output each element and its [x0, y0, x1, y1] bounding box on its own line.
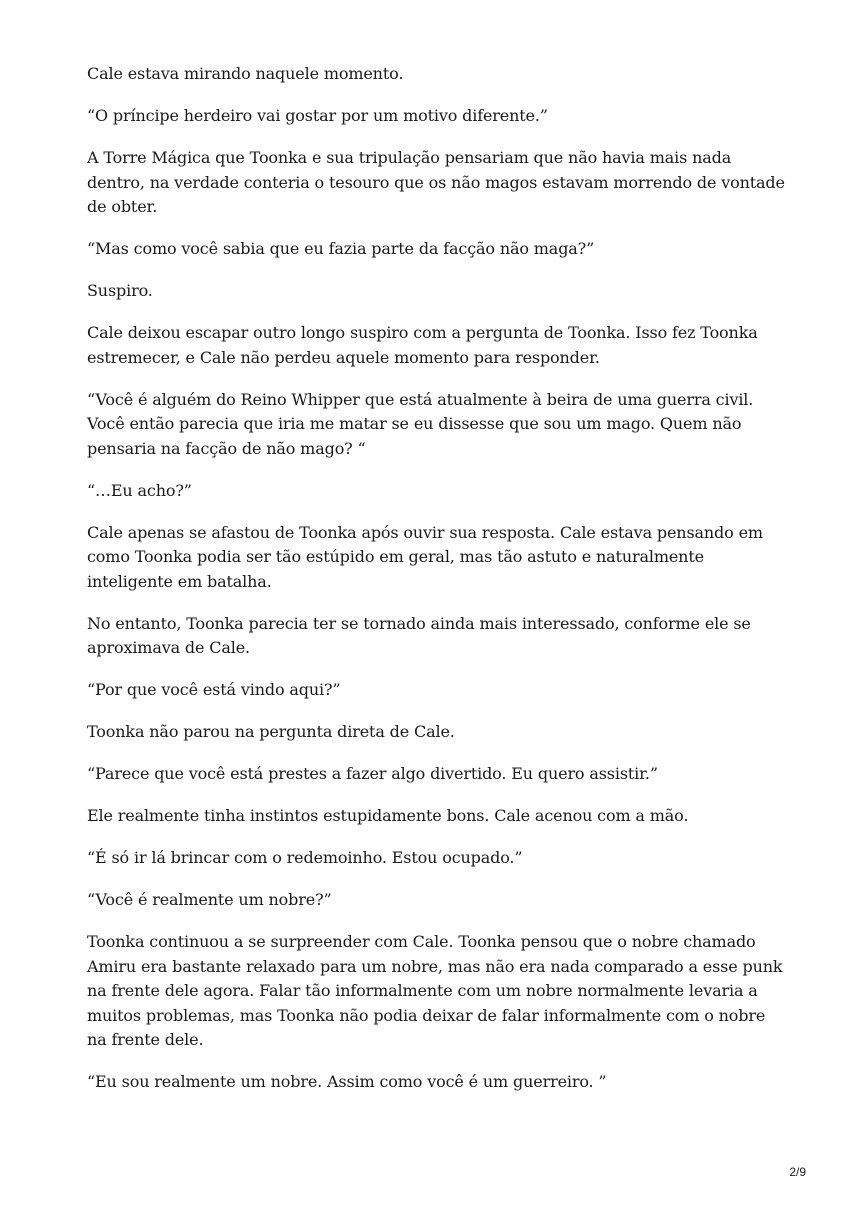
paragraph: Cale deixou escapar outro longo suspiro com a pergunta de Toonka. Isso fez Toonka estremecer, e Cale não perdeu aquele momento para responder. [87, 323, 758, 367]
paragraph: Ele realmente tinha instintos estupidamente bons. Cale acenou com a mão. [87, 806, 689, 825]
paragraph: “Você é realmente um nobre?” [87, 890, 332, 909]
paragraph: “Parece que você está prestes a fazer algo divertido. Eu quero assistir.” [87, 764, 658, 783]
paragraph: Cale apenas se afastou de Toonka após ouvir sua resposta. Cale estava pensando em como Toonka podia ser tão estúpido em geral, mas tão astuto e naturalmente inteligente em batalha. [87, 522, 763, 591]
paragraph: Toonka não parou na pergunta direta de Cale. [87, 722, 455, 741]
paragraph: “Eu sou realmente um nobre. Assim como você é um guerreiro. ” [87, 1072, 607, 1091]
paragraph: “…Eu acho?” [87, 480, 192, 500]
document-body [87, 62, 787, 1112]
page-number: 2/9 [789, 1165, 806, 1179]
paragraph: Suspiro. [87, 281, 153, 300]
paragraph: “Mas como você sabia que eu fazia parte da facção não maga?” [87, 239, 595, 258]
paragraph: Toonka continuou a se surpreender com Cale. Toonka pensou que o nobre chamado Amiru era bastante relaxado para um nobre, mas não era nada comparado a esse punk na frente dele agora. Falar tão informalmente com um nobre normalmente levaria a muitos problemas, mas Toonka não podia deixar de falar informalmente com o nobre na frente dele. [87, 932, 783, 1049]
paragraph: “O príncipe herdeiro vai gostar por um motivo diferente.” [87, 106, 548, 125]
paragraph: A Torre Mágica que Toonka e sua tripulação pensariam que não havia mais nada dentro, na verdade conteria o tesouro que os não magos estavam morrendo de vontade de obter. [87, 148, 785, 216]
paragraph: “Você é alguém do Reino Whipper que está atualmente à beira de uma guerra civil. Você então parecia que iria me matar se eu dissesse que sou um mago. Quem não pensaria na facção de não mago? “ [87, 389, 754, 458]
paragraph: “Por que você está vindo aqui?” [87, 680, 341, 699]
paragraph: “É só ir lá brincar com o redemoinho. Estou ocupado.” [87, 848, 523, 867]
paragraph: Cale estava mirando naquele momento. [87, 64, 404, 83]
paragraph: No entanto, Toonka parecia ter se tornado ainda mais interessado, conforme ele se aproximava de Cale. [87, 613, 751, 657]
